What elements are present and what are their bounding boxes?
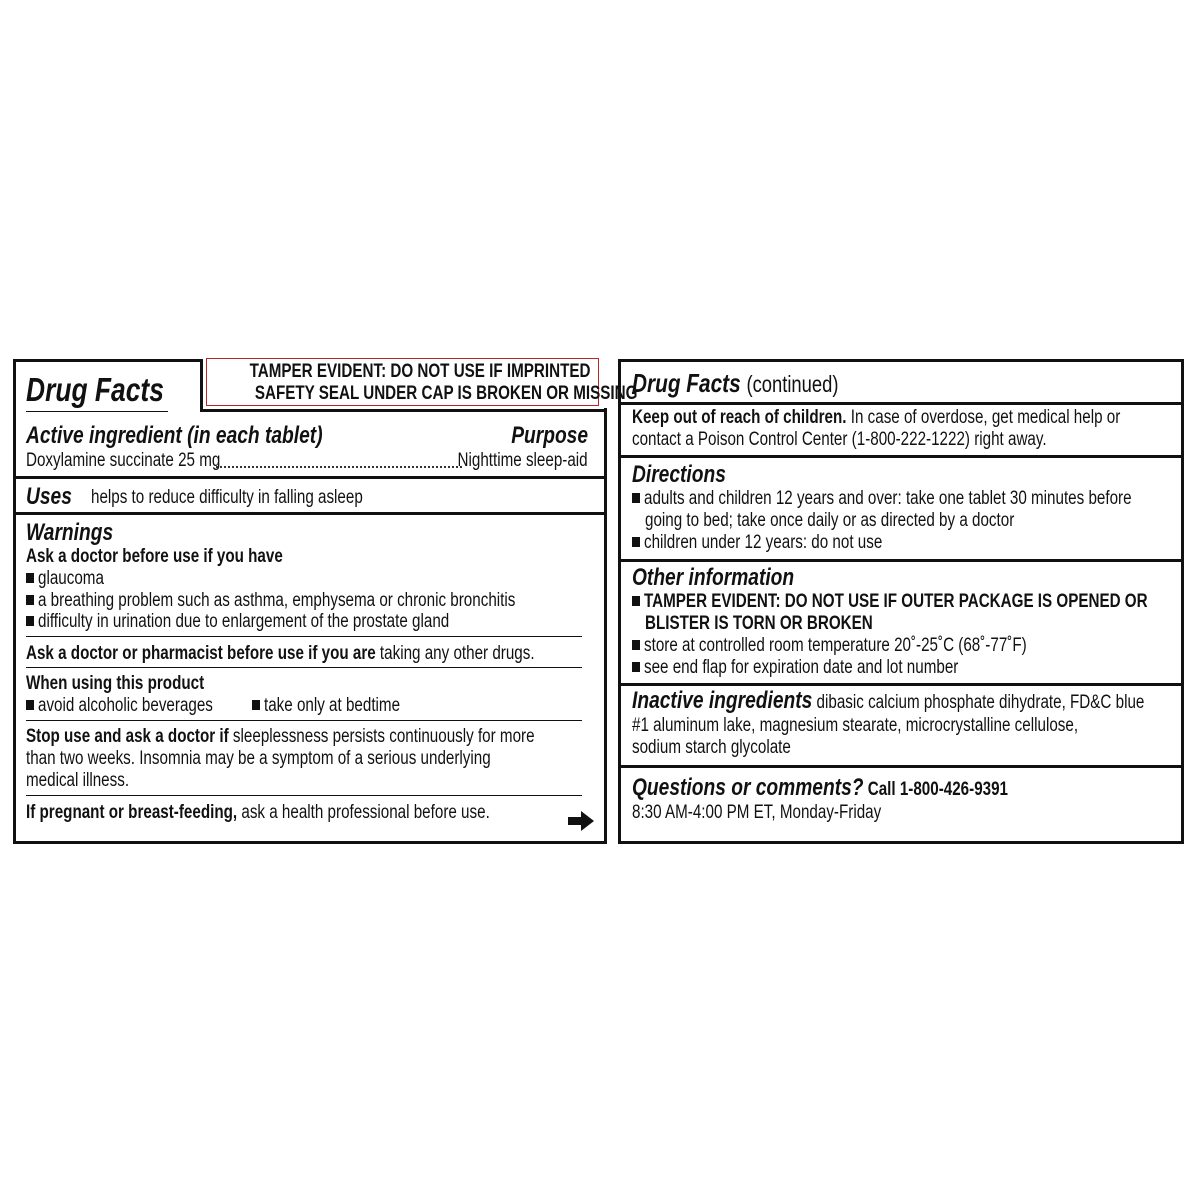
drug-facts-continued-title: Drug Facts (continued) [632, 368, 839, 398]
directions-item: children under 12 years: do not use [632, 532, 945, 554]
purpose-heading: Purpose [511, 422, 588, 449]
bullet-icon [26, 573, 34, 583]
ask-doctor-item: a breathing problem such as asthma, emphysema or chronic bronchitis [26, 590, 638, 612]
bullet-icon [26, 700, 34, 710]
bullet-icon [632, 662, 640, 672]
bullet-icon [632, 493, 640, 503]
other-information-item: store at controlled room temperature 20˚-25˚C (68˚-77˚F) [632, 635, 1125, 657]
ask-doctor-heading: Ask a doctor before use if you have [26, 546, 283, 567]
bullet-icon [632, 537, 640, 547]
when-using-item: avoid alcoholic beverages [26, 695, 260, 717]
purpose-text: Nighttime sleep-aid [457, 450, 588, 471]
ask-pharmacist-warning: Ask a doctor or pharmacist before use if you are taking any other drugs. [26, 643, 535, 664]
bullet-icon [632, 596, 640, 606]
continued-arrow-icon [568, 811, 594, 831]
active-ingredient-name: Doxylamine succinate 25 mg [26, 450, 221, 471]
bullet-icon [26, 616, 34, 626]
stop-use-warning-line: than two weeks. Insomnia may be a symptom of a serious underlying [26, 748, 491, 769]
directions-heading: Directions [632, 461, 726, 488]
inactive-ingredients: Inactive ingredients dibasic calcium phosphate dihydrate, FD&C blue [632, 687, 1145, 714]
bullet-icon [252, 700, 260, 710]
other-information-heading: Other information [632, 564, 795, 591]
bullet-icon [632, 640, 640, 650]
keep-out-of-reach-line: contact a Poison Control Center (1-800-222-1222) right away. [632, 429, 1047, 450]
directions-item-continued: going to bed; take once daily or as directed by a doctor [645, 510, 1015, 531]
inactive-ingredients-line: sodium starch glycolate [632, 737, 791, 758]
stop-use-warning-line: medical illness. [26, 770, 130, 791]
uses-heading: Uses [26, 483, 72, 510]
drug-facts-title: Drug Facts [26, 371, 164, 408]
warnings-heading: Warnings [26, 519, 114, 546]
active-ingredient-heading: Active ingredient (in each tablet) [26, 422, 323, 449]
other-information-item-continued: BLISTER IS TORN OR BROKEN [645, 613, 873, 634]
questions-comments: Questions or comments? Call 1-800-426-9391 [632, 774, 1009, 801]
inactive-ingredients-line: #1 aluminum lake, magnesium stearate, microcrystalline cellulose, [632, 715, 1079, 736]
keep-out-of-reach-warning: Keep out of reach of children. In case of overdose, get medical help or [632, 407, 1121, 428]
when-using-heading: When using this product [26, 673, 205, 694]
ask-doctor-item: difficulty in urination due to enlargement of the prostate gland [26, 611, 555, 633]
other-information-item: TAMPER EVIDENT: DO NOT USE IF OUTER PACKAGE IS OPENED OR [632, 591, 1200, 613]
uses-text: helps to reduce difficulty in falling asleep [91, 487, 363, 508]
ask-doctor-item: glaucoma [26, 568, 123, 590]
when-using-item: take only at bedtime [252, 695, 437, 717]
directions-item: adults and children 12 years and over: take one tablet 30 minutes before [632, 488, 1200, 510]
stop-use-warning: Stop use and ask a doctor if sleeplessness persists continuously for more [26, 726, 535, 747]
tamper-evident-notice: TAMPER EVIDENT: DO NOT USE IF IMPRINTED SAFETY SEAL UNDER CAP IS BROKEN OR MISSING [206, 358, 599, 406]
questions-hours: 8:30 AM-4:00 PM ET, Monday-Friday [632, 802, 882, 823]
other-information-item: see end flap for expiration date and lot number [632, 657, 1040, 679]
pregnancy-warning: If pregnant or breast-feeding, ask a health professional before use. [26, 802, 490, 823]
bullet-icon [26, 595, 34, 605]
